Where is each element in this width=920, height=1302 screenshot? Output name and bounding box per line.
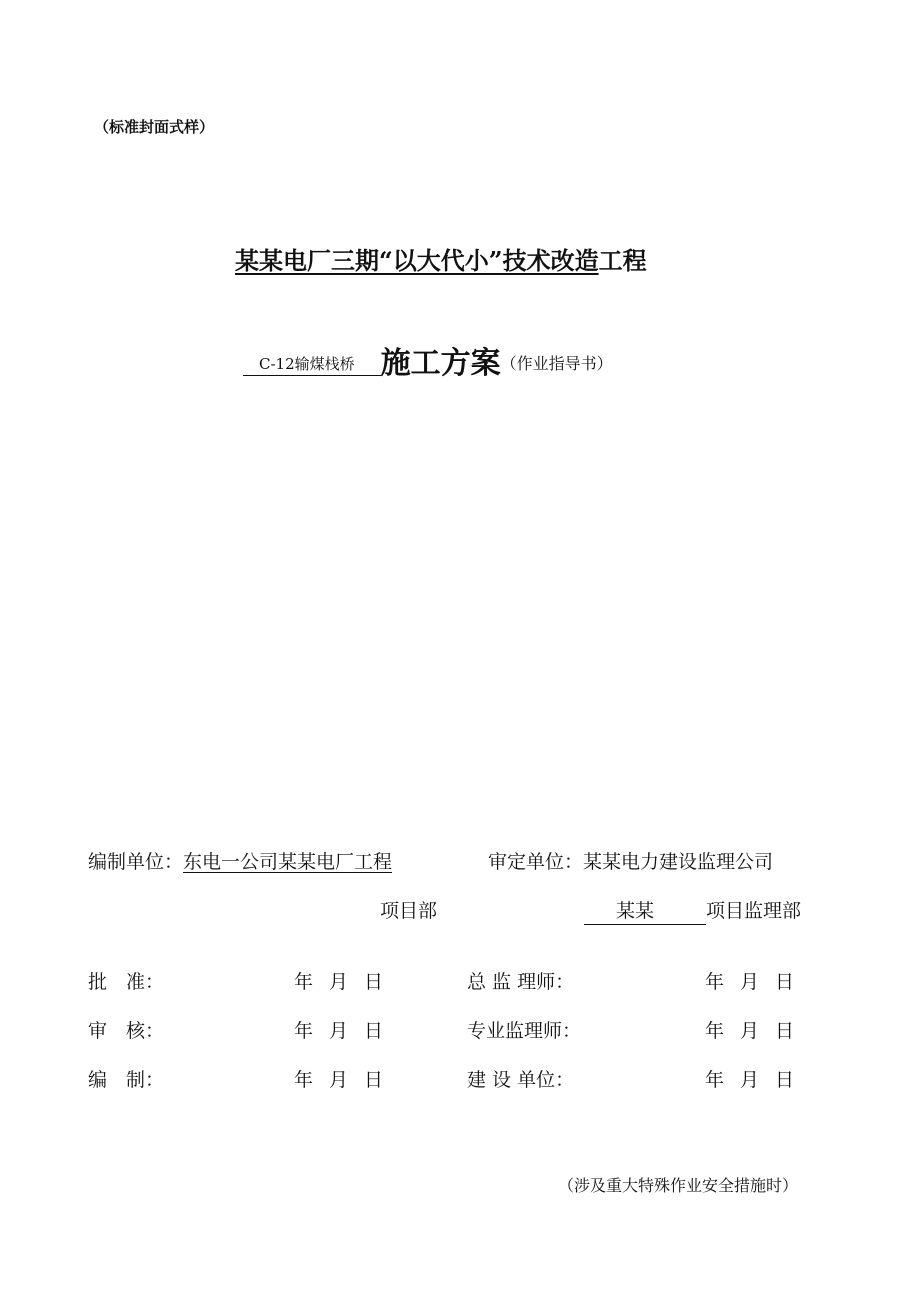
review-unit [488, 847, 773, 874]
sign-right-label: 专业监理师： [467, 1020, 582, 1042]
compile-unit-line2: 项目部 [380, 900, 438, 922]
project-title-tail: 工程 [598, 246, 647, 275]
review-unit-dept: 项目监理部 [706, 900, 802, 922]
sign-right-date: 年月日 [705, 1020, 811, 1042]
compile-unit-value: 东电一公司某某电厂工程 [183, 851, 393, 873]
subtitle-note: （作业指导书） [500, 354, 613, 373]
plan-subtitle [243, 338, 613, 382]
sign-right-label: 建 设 单位： [467, 1069, 575, 1091]
sign-left-date: 年月日 [294, 971, 400, 993]
compile-unit [88, 847, 392, 874]
subtitle-fill-in: C-12输煤栈桥 [243, 353, 381, 376]
review-unit-label: 审定单位： [488, 851, 584, 873]
review-unit-fill: 某某 [584, 900, 706, 925]
sign-left-label: 审 核： [88, 1020, 165, 1042]
review-unit-line2 [584, 896, 801, 925]
project-title [235, 241, 647, 276]
sign-right-date: 年月日 [705, 1069, 811, 1091]
sign-right-label: 总 监 理师： [467, 971, 575, 993]
footer-note: （涉及重大特殊作业安全措施时） [558, 1176, 799, 1195]
sign-left-label: 批 准： [88, 971, 165, 993]
subtitle-main: 施工方案 [380, 346, 501, 381]
sign-left-date: 年月日 [294, 1020, 400, 1042]
compile-unit-label: 编制单位： [88, 851, 184, 873]
project-title-main: 某某电厂三期“以大代小”技术改造 [235, 246, 599, 275]
sign-left-label: 编 制： [88, 1069, 165, 1091]
review-unit-value: 某某电力建设监理公司 [583, 851, 774, 873]
sign-right-date: 年月日 [705, 971, 811, 993]
standard-cover-note: （标准封面式样） [94, 118, 215, 136]
sign-left-date: 年月日 [294, 1069, 400, 1091]
